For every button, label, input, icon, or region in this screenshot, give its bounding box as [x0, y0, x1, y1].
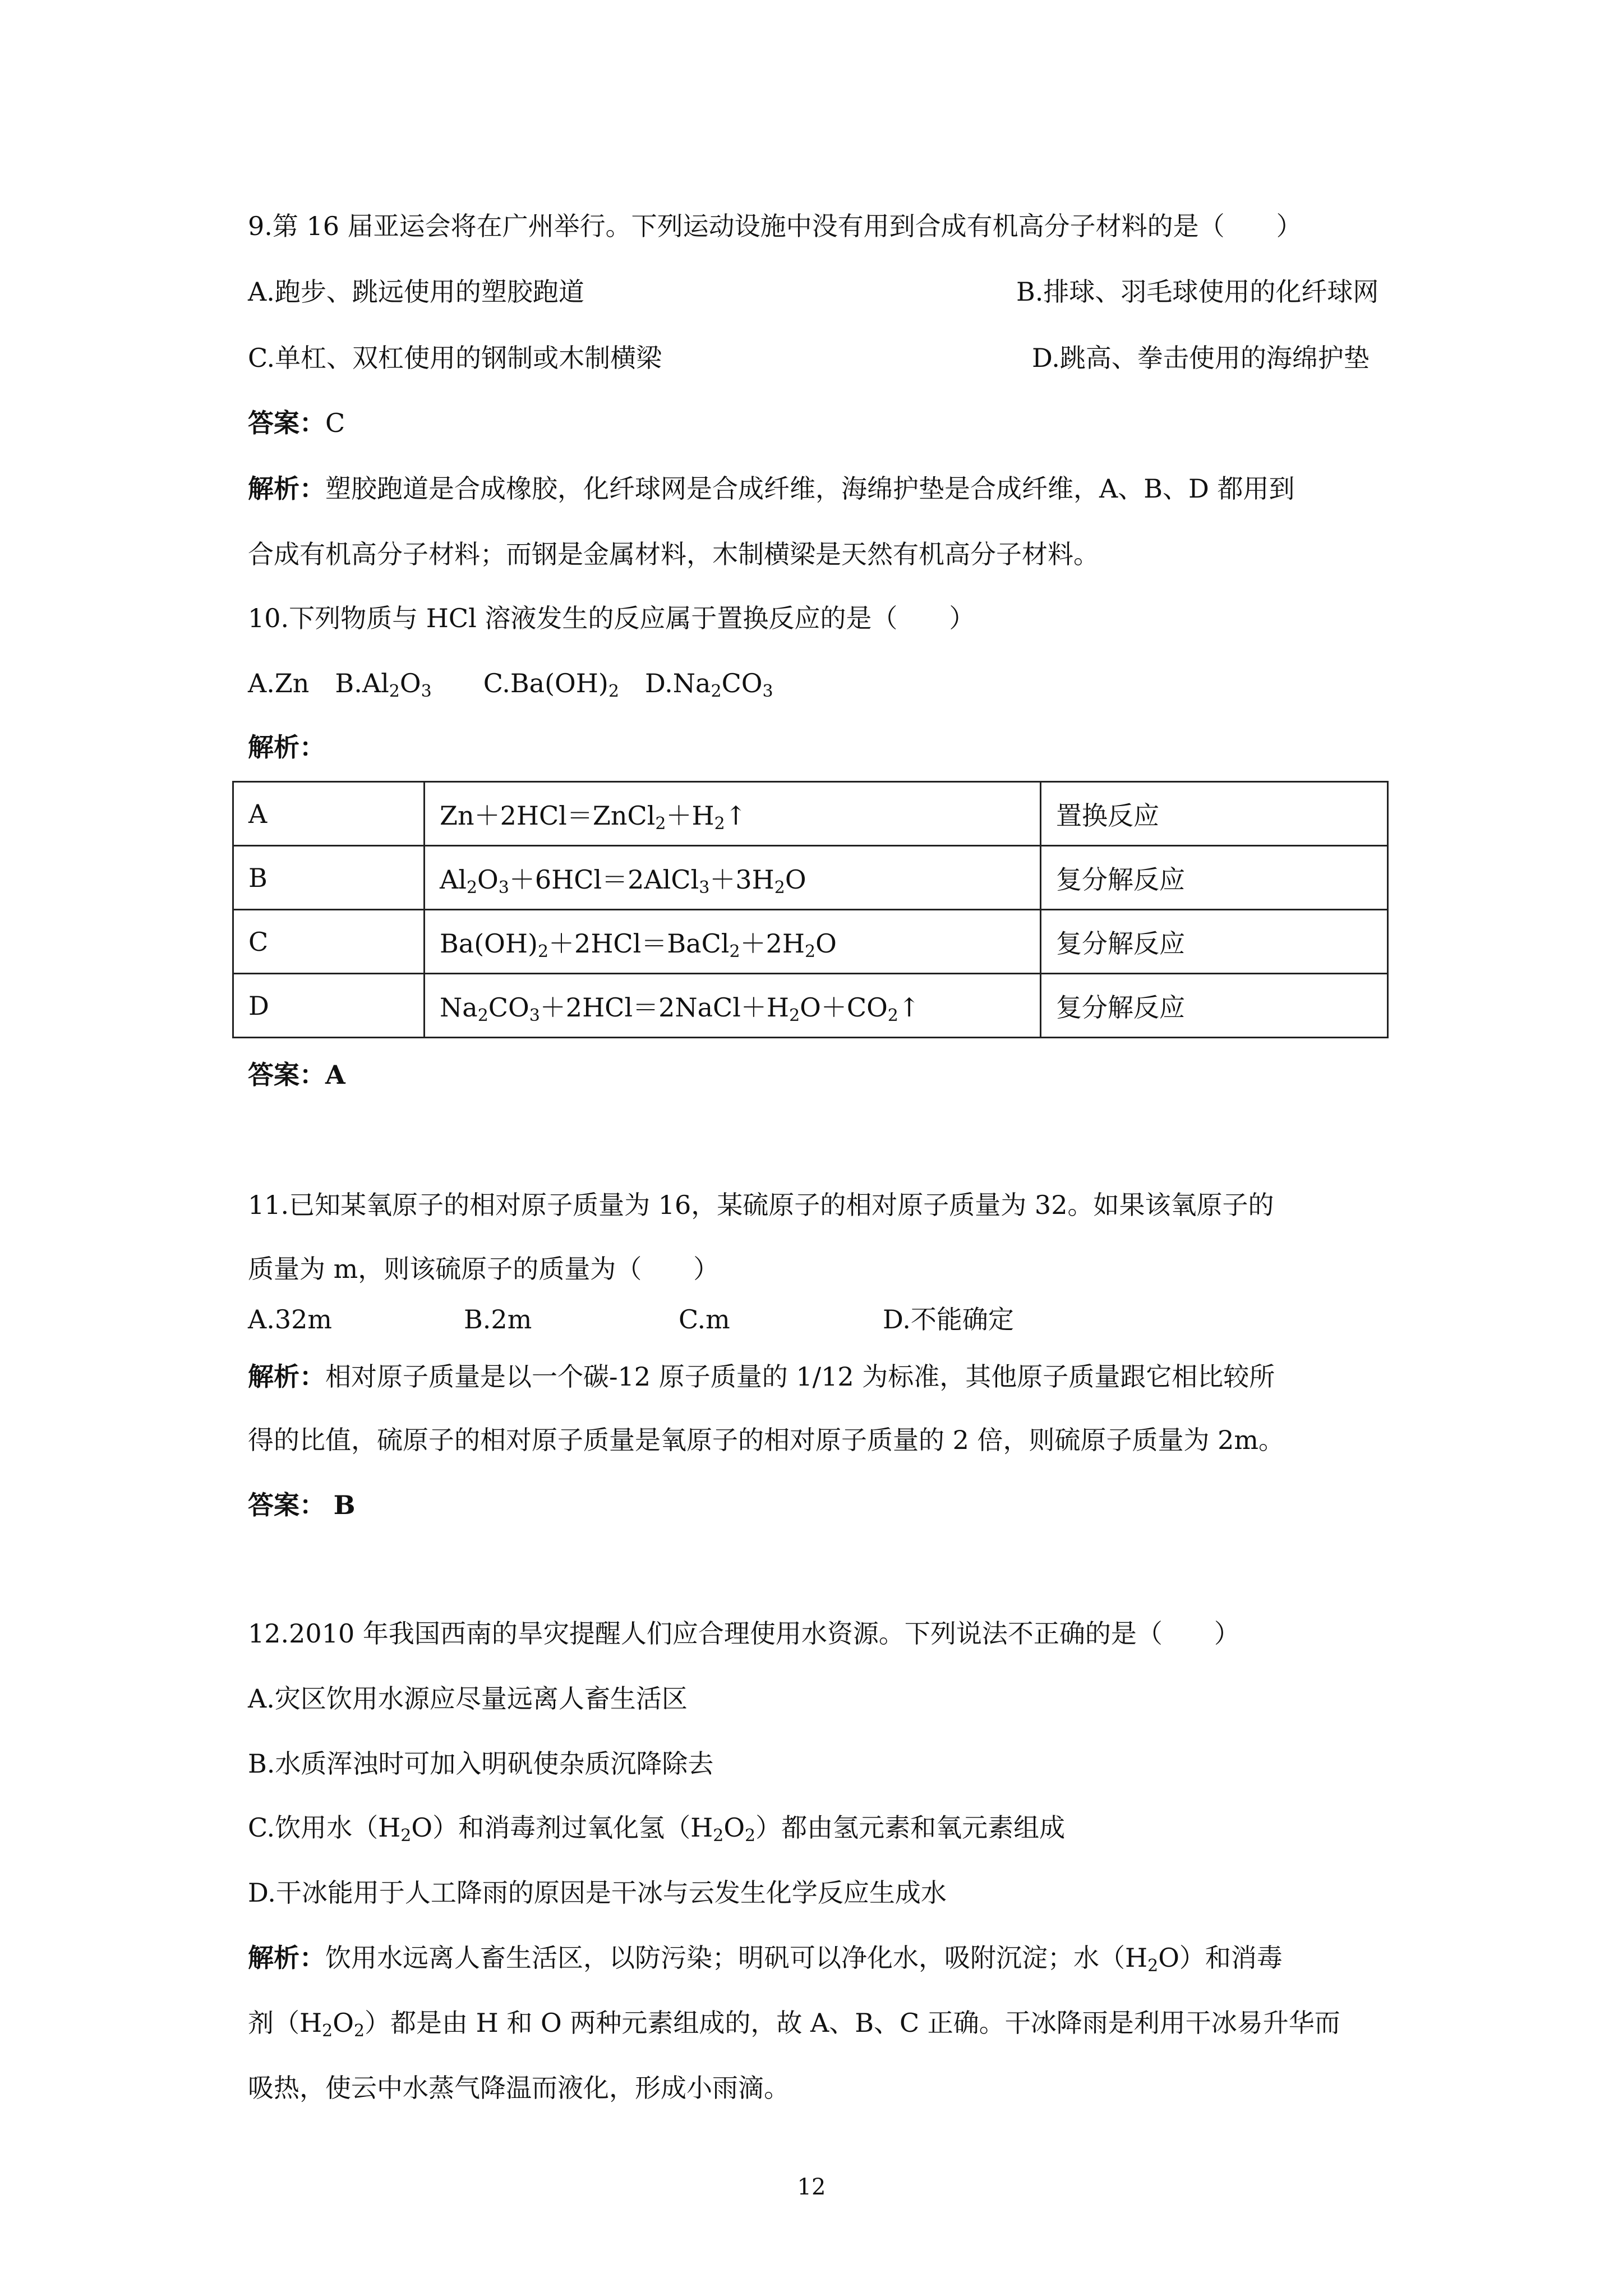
q11-option-c: C.m — [679, 1304, 730, 1335]
table-cell-reaction-type: 复分解反应 — [1041, 974, 1388, 1038]
q11-answer — [248, 1488, 356, 1522]
q11-option-d: D.不能确定 — [883, 1304, 1014, 1335]
q10-answer — [248, 1058, 345, 1092]
q9-analysis-text-1: 塑胶跑道是合成橡胶，化纤球网是合成纤维，海绵护垫是合成纤维，A、B、D 都用到 — [325, 473, 1295, 504]
q10-analysis-label: 解析： — [248, 732, 325, 762]
q12-analysis-line-3: 吸热，使云中水蒸气降温而液化，形成小雨滴。 — [248, 2073, 790, 2103]
table-cell-reaction-type: 复分解反应 — [1041, 846, 1388, 910]
q12-analysis-text-1: 饮用水远离人畜生活区，以防污染；明矾可以净化水，吸附沉淀；水$(H_2O)$和消毒 — [325, 1943, 1283, 1976]
q11-options — [248, 1303, 1145, 1336]
q12-option-a: A.灾区饮用水源应尽量远离人畜生活区 — [248, 1683, 688, 1714]
q10-stem: 10.下列物质与 HCl 溶液发生的反应属于置换反应的是（ ） — [248, 603, 975, 633]
table-cell-letter: C — [233, 910, 425, 974]
q11-analysis-label: 解析： — [248, 1361, 325, 1392]
q9-analysis-label: 解析： — [248, 473, 325, 504]
table-cell-letter: B — [233, 846, 425, 910]
q9-analysis-line-1 — [248, 472, 1295, 505]
q10-options: A.Zn $B.Al_2O_3$ $C.Ba(OH)_2$ $D.Na_2CO_3$ — [248, 668, 773, 701]
q12-analysis-line-1 — [248, 1941, 1283, 1975]
table-row — [233, 910, 1388, 974]
q11-analysis-line-1 — [248, 1360, 1275, 1393]
table-row — [233, 974, 1388, 1038]
q10-answer-label: 答案： — [248, 1060, 325, 1090]
q9-analysis-line-2: 合成有机高分子材料；而钢是金属材料，木制横梁是天然有机高分子材料。 — [248, 539, 1099, 569]
q11-option-b: B.2m — [464, 1304, 532, 1335]
table-cell-equation: $Al_2O_3+6HCl=2AlCl_3+3H_2O$ — [425, 846, 1041, 910]
reaction-table — [232, 781, 1389, 1038]
q12-stem: 12.2010 年我国西南的旱灾提醒人们应合理使用水资源。下列说法不正确的是（ ） — [248, 1618, 1240, 1649]
q9-stem: 9.第 16 届亚运会将在广州举行。下列运动设施中没有用到合成有机高分子材料的是（ ） — [248, 211, 1302, 241]
q9-options-row-2 — [248, 341, 1426, 375]
q11-answer-label: 答案： — [248, 1490, 325, 1520]
q11-stem-line-2: 质量为 m，则该硫原子的质量为（ ） — [248, 1254, 720, 1284]
page-number: 12 — [797, 2174, 826, 2200]
q9-option-d: D.跳高、拳击使用的海绵护垫 — [1032, 343, 1370, 373]
q9-answer-label: 答案： — [248, 408, 325, 438]
q11-answer-value: B — [333, 1490, 356, 1520]
table-cell-equation: $Ba(OH)_2+2HCl=BaCl_2+2H_2O$ — [425, 910, 1041, 974]
q12-analysis-label: 解析： — [248, 1943, 325, 1973]
table-row — [233, 846, 1388, 910]
q11-stem-line-1: 11.已知某氧原子的相对原子质量为 16，某硫原子的相对原子质量为 32。如果该氧原子的 — [248, 1190, 1274, 1220]
table-cell-letter: D — [233, 974, 425, 1038]
q9-option-b: B.排球、羽毛球使用的化纤球网 — [1016, 277, 1379, 307]
q9-option-a: A.跑步、跳远使用的塑胶跑道 — [248, 277, 584, 307]
q12-analysis-line-2: 剂$(H_2O_2)$都是由 H 和 O 两种元素组成的，故 A、B、C 正确。干冰降雨是利用干冰易升华而 — [248, 2008, 1340, 2041]
q9-options-row-1 — [248, 275, 1426, 309]
q9-answer-value: C — [325, 408, 345, 438]
q9-answer — [248, 406, 345, 440]
q11-option-a: A.32m — [248, 1304, 332, 1335]
q12-option-c: C.饮用水$(H_2O)$和消毒剂过氧化氢$(H_2O_2)$都由氢元素和氧元素组成 — [248, 1812, 1066, 1846]
table-cell-equation: $Na_2CO_3+2HCl=2NaCl+H_2O+CO_2↑$ — [425, 974, 1041, 1038]
table-cell-reaction-type: 复分解反应 — [1041, 910, 1388, 974]
q11-analysis-line-2: 得的比值，硫原子的相对原子质量是氧原子的相对原子质量的 2 倍，则硫原子质量为 2m。 — [248, 1425, 1285, 1455]
table-cell-reaction-type: 置换反应 — [1041, 782, 1388, 846]
table-cell-equation: $Zn+2HCl=ZnCl_2+H_2↑$ — [425, 782, 1041, 846]
table-cell-letter: A — [233, 782, 425, 846]
q12-option-d: D.干冰能用于人工降雨的原因是干冰与云发生化学反应生成水 — [248, 1878, 947, 1908]
table-row — [233, 782, 1388, 846]
q10-answer-value: A — [325, 1060, 345, 1090]
q9-option-c: C.单杠、双杠使用的钢制或木制横梁 — [248, 343, 662, 373]
q11-analysis-text-1: 相对原子质量是以一个碳-12 原子质量的 1/12 为标准，其他原子质量跟它相比较所 — [325, 1361, 1275, 1392]
q12-option-b: B.水质浑浊时可加入明矾使杂质沉降除去 — [248, 1749, 714, 1779]
